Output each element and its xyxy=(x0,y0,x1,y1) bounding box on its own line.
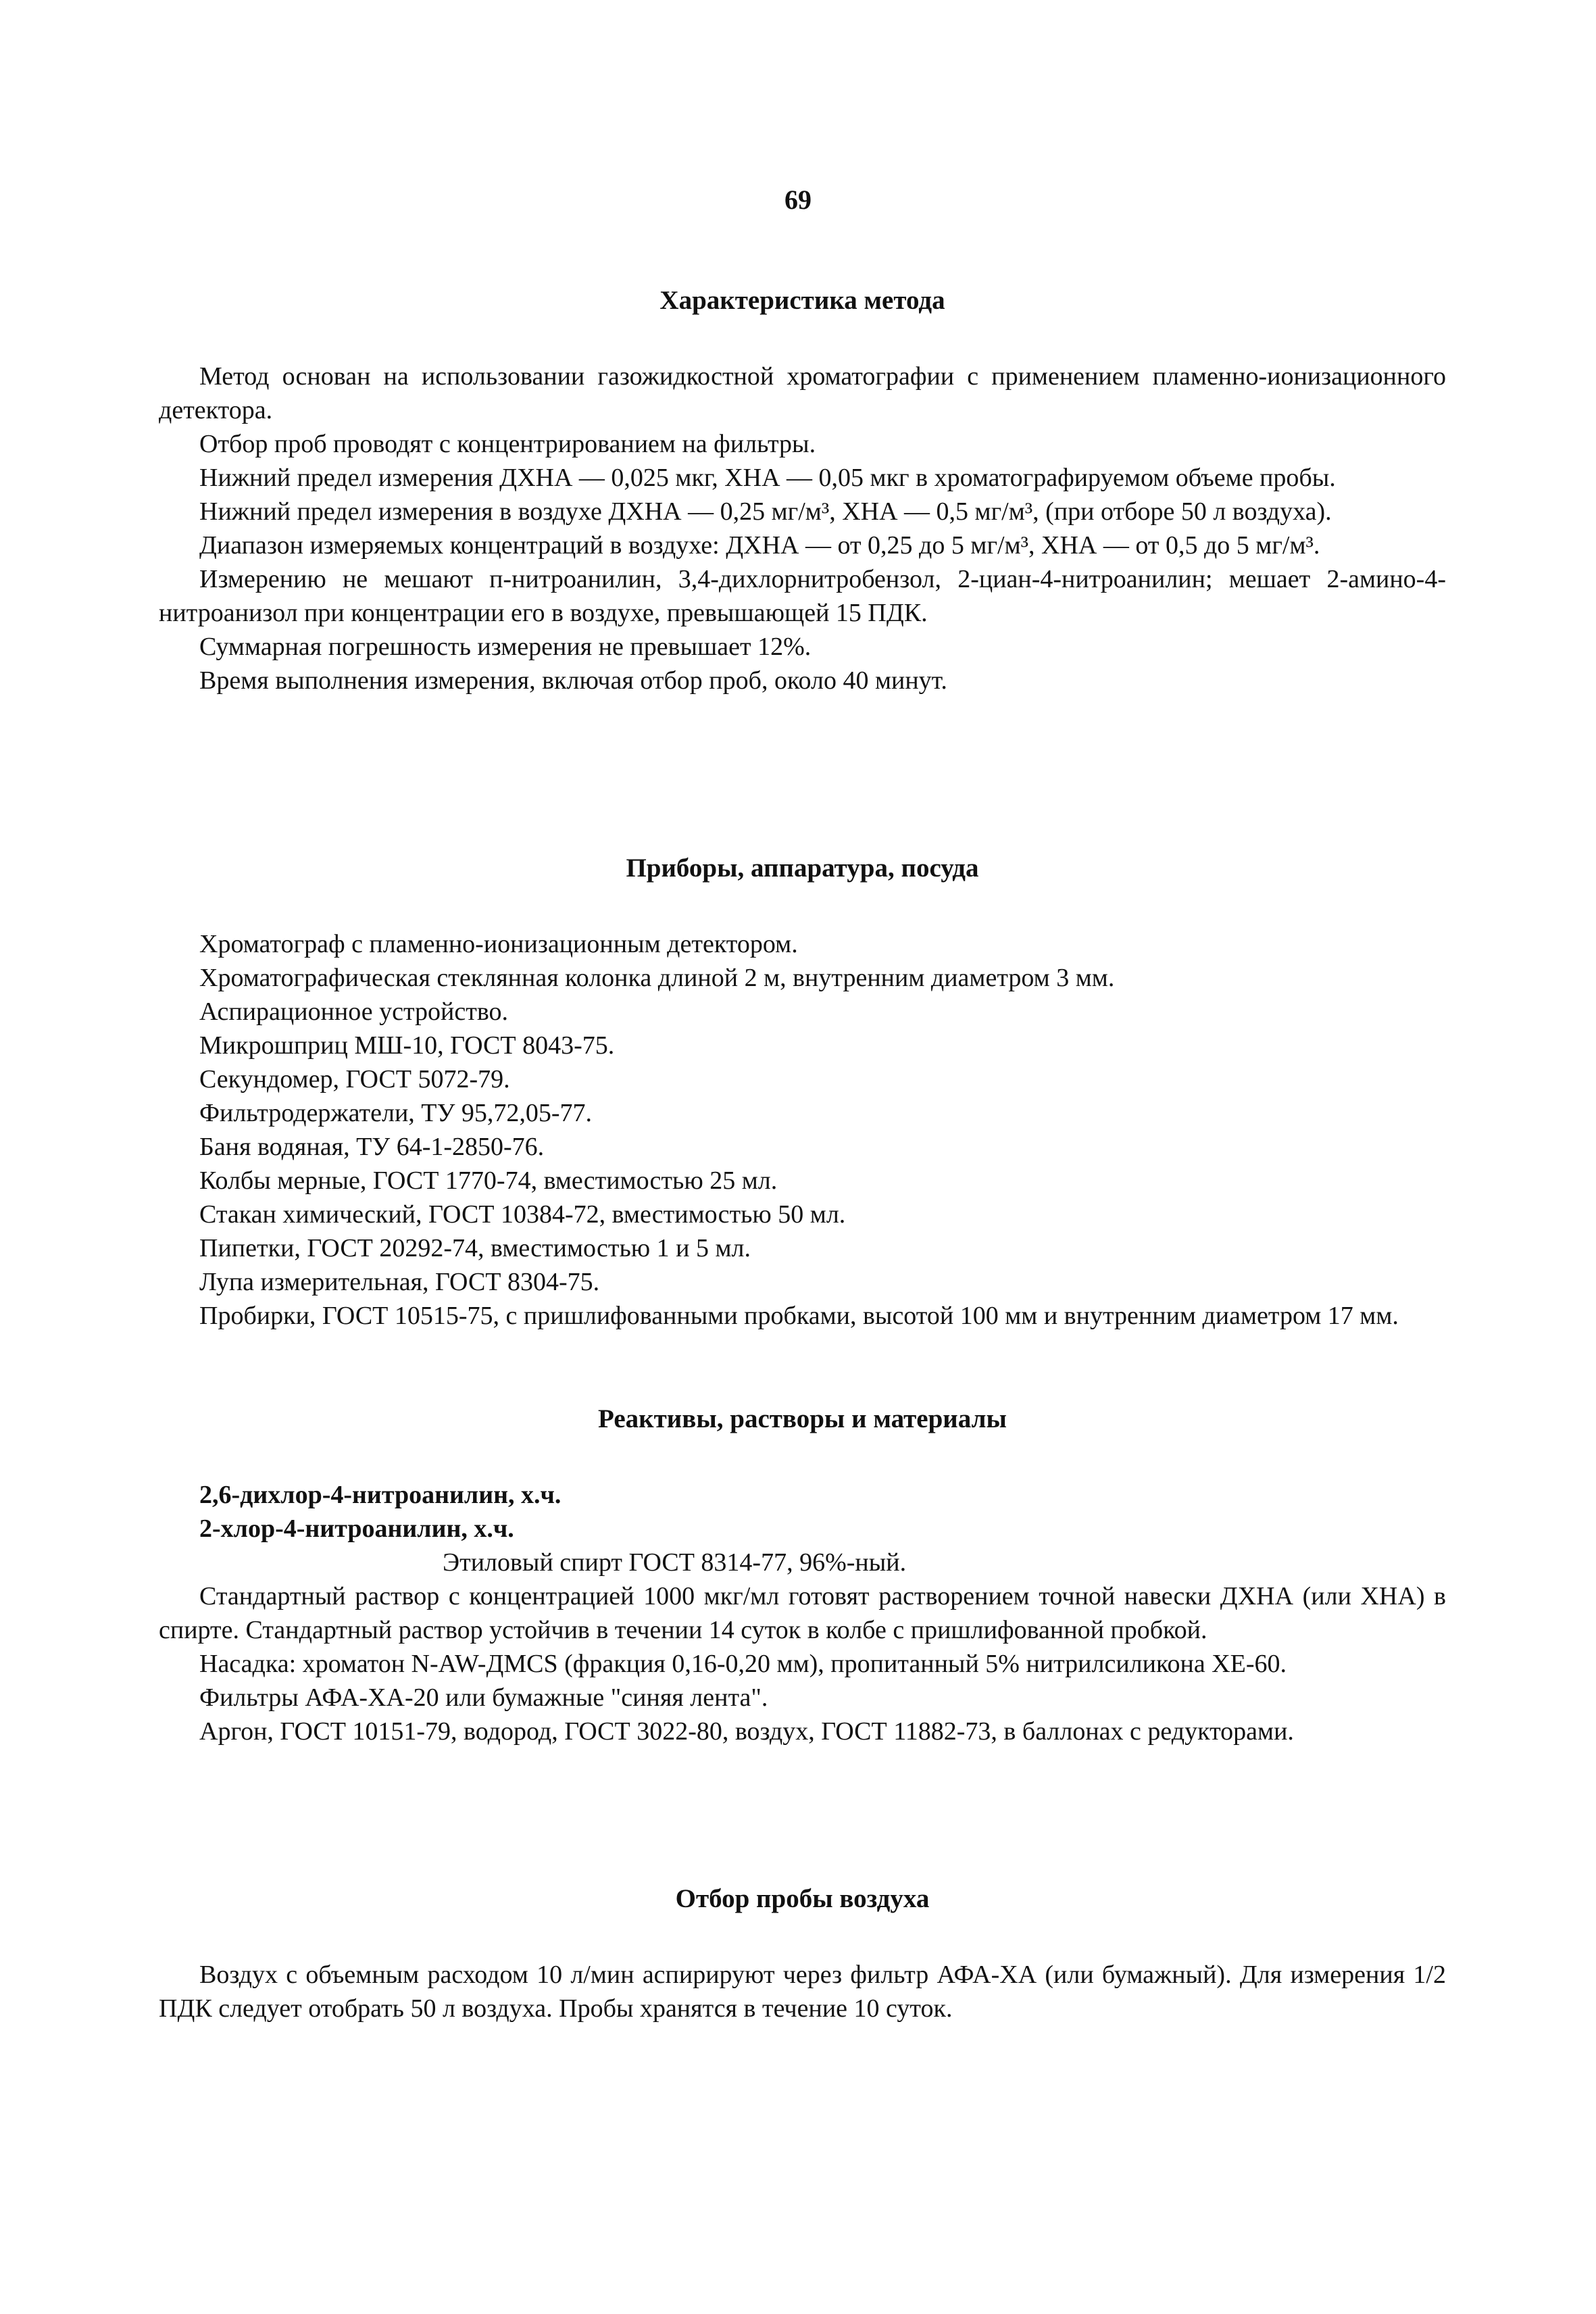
method-paragraph: Отбор проб проводят с концентрированием на фильтры. xyxy=(199,430,816,458)
method-paragraph: Нижний предел измерения в воздухе ДХНА — 0,25 мг/м³, ХНА — 0,5 мг/м³, (при отборе 50 л воздуха). xyxy=(199,497,1332,526)
method-paragraph: Метод основан на использовании газожидкостной хроматографии с применением пламенно-ионизационного детектора. xyxy=(159,362,1446,424)
section-title-sampling: Отбор пробы воздуха xyxy=(675,1884,930,1913)
method-paragraph: Время выполнения измерения, включая отбор проб, около 40 минут. xyxy=(199,666,947,695)
apparatus-item: Секундомер, ГОСТ 5072-79. xyxy=(199,1065,510,1093)
section-sampling xyxy=(159,1882,1446,2025)
section-title-reagents: Реактивы, растворы и материалы xyxy=(598,1404,1007,1433)
section-title-apparatus: Приборы, аппаратура, посуда xyxy=(626,854,979,883)
apparatus-item: Пипетки, ГОСТ 20292-74, вместимостью 1 и 5 мл. xyxy=(199,1234,751,1262)
reagent-ethanol: Этиловый спирт ГОСТ 8314-77, 96%-ный. xyxy=(443,1548,907,1577)
sampling-paragraph: Воздух с объемным расходом 10 л/мин аспирируют через фильтр АФА-ХА (или бумажный). Для измерения 1/2 ПДК следует отобрать 50 л воздуха. Пробы хранятся в течение 10 суток. xyxy=(159,1961,1446,2023)
apparatus-item: Лупа измерительная, ГОСТ 8304-75. xyxy=(199,1268,600,1296)
section-method xyxy=(159,284,1446,697)
method-paragraph: Диапазон измеряемых концентраций в воздухе: ДХНА — от 0,25 до 5 мг/м³, ХНА — от 0,5 до 5 мг/м³. xyxy=(199,531,1320,560)
section-reagents xyxy=(159,1402,1446,1748)
method-paragraph: Измерению не мешают п-нитроанилин, 3,4-дихлорнитробензол, 2-циан-4-нитроанилин; мешает 2-амино-4-нитроанизол при концентрации его в воздухе, превышающей 15 ПДК. xyxy=(159,565,1446,627)
reagent-paragraph: Насадка: хроматон N-AW-ДМСS (фракция 0,16-0,20 мм), пропитанный 5% нитрилсиликона ХЕ-60. xyxy=(199,1650,1287,1678)
method-paragraph: Нижний предел измерения ДХНА — 0,025 мкг, ХНА — 0,05 мкг в хроматографируемом объеме пробы. xyxy=(199,464,1336,492)
apparatus-item: Аспирационное устройство. xyxy=(199,998,509,1026)
apparatus-item: Микрошприц МШ-10, ГОСТ 8043-75. xyxy=(199,1031,615,1060)
apparatus-item: Хроматографическая стеклянная колонка длиной 2 м, внутренним диаметром 3 мм. xyxy=(199,964,1115,992)
apparatus-paragraph: Пробирки, ГОСТ 10515-75, с пришлифованными пробками, высотой 100 мм и внутренним диаметром 17 мм. xyxy=(199,1302,1399,1330)
method-paragraph: Суммарная погрешность измерения не превышает 12%. xyxy=(199,633,812,661)
page-number: 69 xyxy=(784,184,812,215)
section-apparatus xyxy=(159,852,1446,1333)
reagent-item: 2,6-дихлор-4-нитроанилин, х.ч. xyxy=(199,1481,562,1509)
apparatus-item: Фильтродержатели, ТУ 95,72,05-77. xyxy=(199,1099,593,1127)
apparatus-item: Колбы мерные, ГОСТ 1770-74, вместимостью 25 мл. xyxy=(199,1166,778,1195)
reagent-paragraph: Аргон, ГОСТ 10151-79, водород, ГОСТ 3022-80, воздух, ГОСТ 11882-73, в баллонах с редукторами. xyxy=(199,1717,1294,1746)
reagent-paragraph: Стандартный раствор с концентрацией 1000 мкг/мл готовят растворением точной навески ДХНА (или ХНА) в спирте. Стандартный раствор устойчив в течении 14 суток в колбе с пришлифованной пробкой. xyxy=(159,1582,1446,1644)
section-title-method: Характеристика метода xyxy=(659,286,945,315)
reagent-paragraph: Фильтры АФА-ХА-20 или бумажные "синяя лента". xyxy=(199,1683,768,1712)
apparatus-item: Стакан химический, ГОСТ 10384-72, вместимостью 50 мл. xyxy=(199,1200,846,1229)
apparatus-item: Хроматограф с пламенно-ионизационным детектором. xyxy=(199,930,798,958)
apparatus-item: Баня водяная, ТУ 64-1-2850-76. xyxy=(199,1133,545,1161)
reagent-item: 2-хлор-4-нитроанилин, х.ч. xyxy=(199,1515,514,1543)
